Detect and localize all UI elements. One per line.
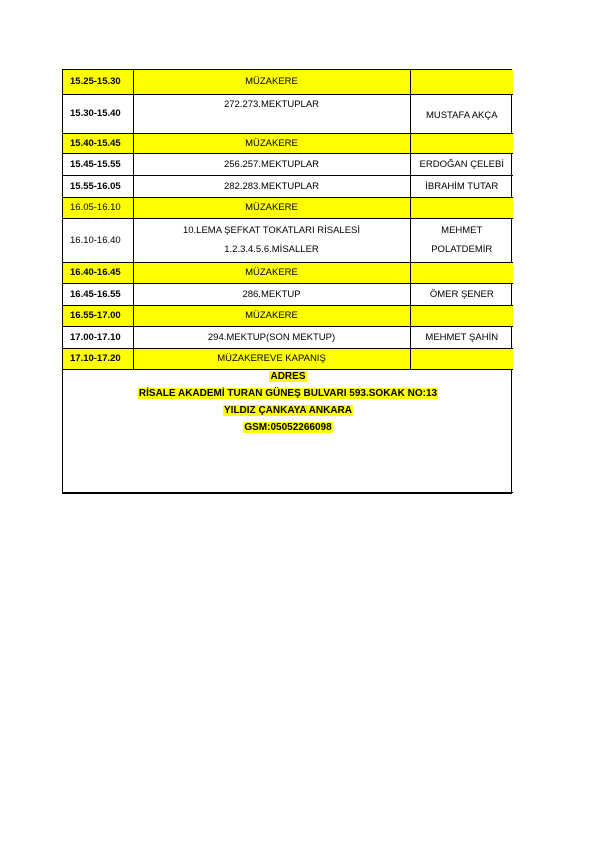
table-row: [63, 348, 513, 369]
speaker-line: POLATDEMİR: [431, 244, 493, 255]
table-row: [63, 197, 513, 218]
address-line: RİSALE AKADEMİ TURAN GÜNEŞ BULVARI 593.SOKAK NO:13: [138, 387, 438, 399]
speaker-cell: MUSTAFA AKÇA: [410, 94, 513, 133]
time-cell: 16.55-17.00: [63, 305, 133, 326]
speaker-cell: İBRAHİM TUTAR: [410, 175, 513, 197]
table-row: [63, 218, 513, 262]
speaker-cell: [410, 70, 513, 94]
time-cell: 16.45-16.55: [63, 283, 133, 305]
speaker-cell: [410, 218, 513, 262]
time-cell: 15.25-15.30: [63, 70, 133, 94]
topic-cell: MÜZAKEREVE KAPANIŞ: [133, 348, 410, 369]
table-row: [63, 94, 513, 133]
topic-cell: MÜZAKERE: [133, 262, 410, 283]
phone-line: GSM:05052266098: [244, 421, 332, 433]
topic-line: 1.2.3.4.5.6.MİSALLER: [224, 244, 319, 255]
topic-cell: 272.273.MEKTUPLAR: [133, 94, 410, 133]
address-row: [63, 369, 513, 492]
time-cell: 15.45-15.55: [63, 153, 133, 175]
schedule-table: [63, 70, 513, 493]
topic-cell: MÜZAKERE: [133, 305, 410, 326]
speaker-cell: [410, 305, 513, 326]
speaker-cell: ÖMER ŞENER: [410, 283, 513, 305]
time-cell: 15.40-15.45: [63, 133, 133, 153]
topic-cell: 282.283.MEKTUPLAR: [133, 175, 410, 197]
speaker-cell: [410, 262, 513, 283]
address-heading: ADRES: [270, 370, 306, 382]
time-cell: 16.05-16.10: [63, 197, 133, 218]
table-row: [63, 326, 513, 348]
time-cell: 16.40-16.45: [63, 262, 133, 283]
speaker-cell: [410, 133, 513, 153]
schedule-sheet: [62, 69, 512, 494]
table-row: [63, 305, 513, 326]
topic-cell: [133, 218, 410, 262]
speaker-cell: [410, 348, 513, 369]
time-cell: 17.00-17.10: [63, 326, 133, 348]
time-cell: 17.10-17.20: [63, 348, 133, 369]
time-cell: 15.55-16.05: [63, 175, 133, 197]
address-line: YILDIZ ÇANKAYA ANKARA: [224, 404, 352, 416]
table-row: [63, 283, 513, 305]
table-row: [63, 70, 513, 94]
speaker-cell: MEHMET ŞAHİN: [410, 326, 513, 348]
topic-cell: MÜZAKERE: [133, 197, 410, 218]
topic-cell: 286.MEKTUP: [133, 283, 410, 305]
topic-cell: 294.MEKTUP(SON MEKTUP): [133, 326, 410, 348]
topic-cell: MÜZAKERE: [133, 133, 410, 153]
table-row: [63, 153, 513, 175]
speaker-cell: ERDOĞAN ÇELEBİ: [410, 153, 513, 175]
table-row: [63, 175, 513, 197]
time-cell: 16.10-16.40: [63, 218, 133, 262]
table-row: [63, 262, 513, 283]
address-block: [63, 369, 513, 492]
topic-cell: 256.257.MEKTUPLAR: [133, 153, 410, 175]
speaker-cell: [410, 197, 513, 218]
topic-cell: MÜZAKERE: [133, 70, 410, 94]
table-row: [63, 133, 513, 153]
topic-line: 10.LEMA ŞEFKAT TOKATLARI RİSALESİ: [182, 225, 361, 236]
time-cell: 15.30-15.40: [63, 94, 133, 133]
speaker-line: MEHMET: [441, 225, 483, 236]
